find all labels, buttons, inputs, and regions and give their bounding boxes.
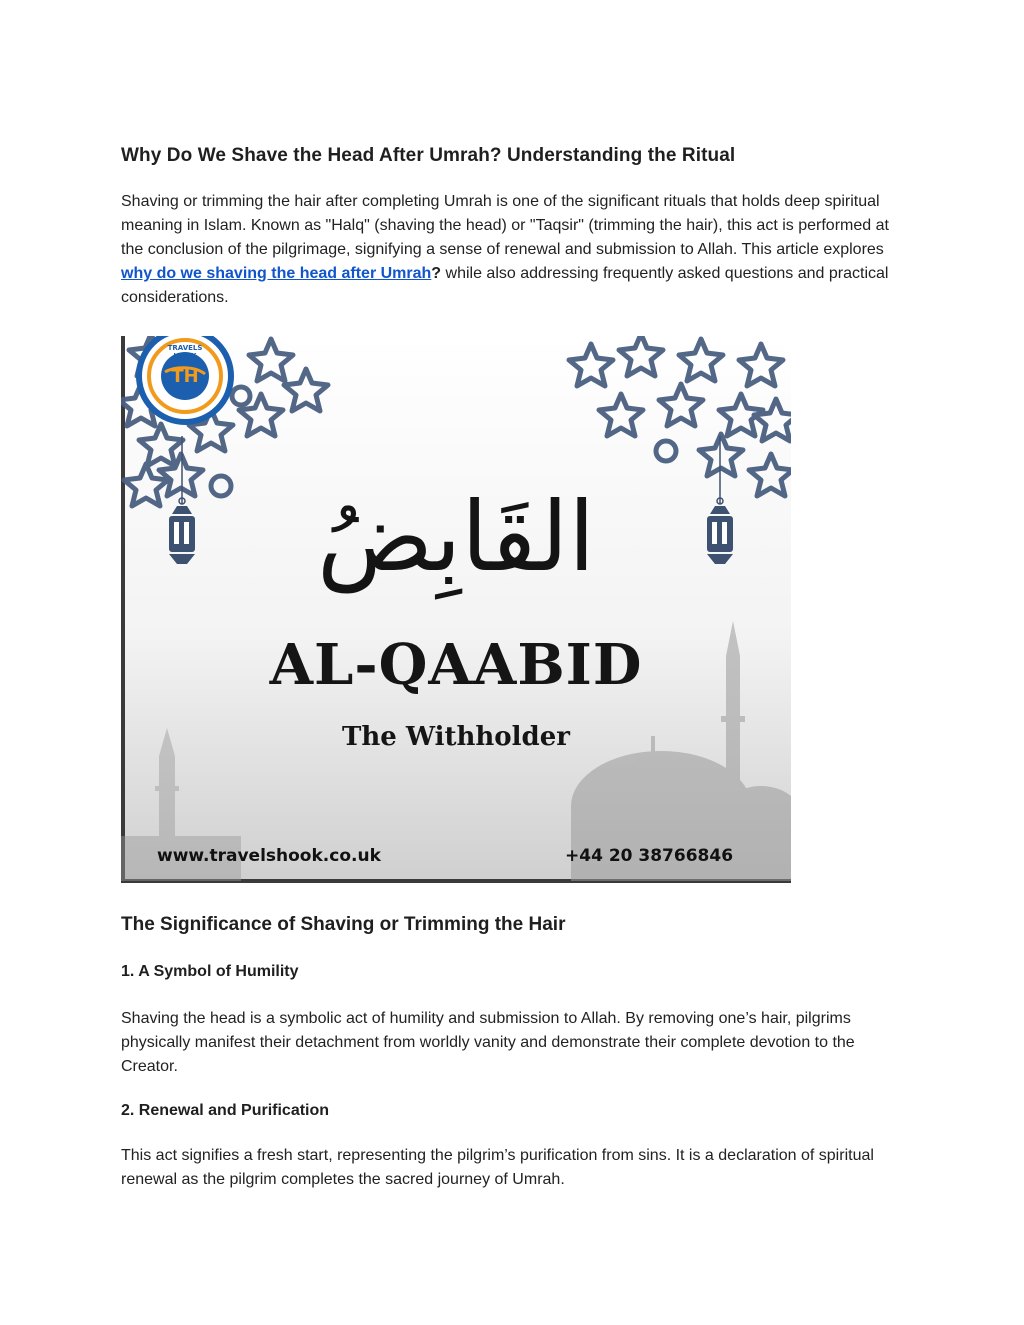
banner-heading: AL-QAABID [269, 632, 643, 698]
intro-question-mark: ? [431, 265, 442, 282]
intro-text-start: Shaving or trimming the hair after completing Umrah is one of the significant rituals that holds deep spiritual meaning in Islam. Known as "Halq" (shaving the head) or "Taqsir" (trimming the hair), this act is performed at the conclusion of the pilgrimage, signifying a sense of renewal and submission to Allah. This article explores [121, 193, 889, 258]
subsection-heading-2: 2. Renewal and Purification [121, 1102, 330, 1119]
intro-text-end: while also addressing frequently asked questions and practical considerations. [121, 265, 889, 306]
banner-website: www.travelshook.co.uk [157, 846, 381, 866]
arabic-calligraphy: القَابِضُ [316, 481, 596, 593]
logo-label: TRAVELS HOOK [167, 344, 203, 360]
subsection-heading-1: 1. A Symbol of Humility [121, 963, 299, 980]
subsection-body-1: Shaving the head is a symbolic act of humility and submission to Allah. By removing one’s hair, pilgrims physically manifest their detachment from worldly vanity and demonstrate their complete devotion to the Creator. [121, 1010, 855, 1075]
logo-initials: TH [171, 366, 199, 387]
banner-artwork [121, 336, 791, 883]
banner-subheading: The Withholder [342, 722, 570, 752]
subsection-body-2: This act signifies a fresh start, representing the pilgrim’s purification from sins. It is a declaration of spiritual renewal as the pilgrim completes the sacred journey of Umrah. [121, 1147, 874, 1188]
article-banner-image [121, 336, 791, 883]
intro-paragraph [121, 190, 911, 310]
banner-phone: +44 20 38766846 [565, 846, 734, 866]
article-title: Why Do We Shave the Head After Umrah? Understanding the Ritual [121, 145, 736, 166]
intro-link[interactable]: why do we shaving the head after Umrah [121, 265, 432, 282]
section-title: The Significance of Shaving or Trimming the Hair [121, 914, 566, 935]
